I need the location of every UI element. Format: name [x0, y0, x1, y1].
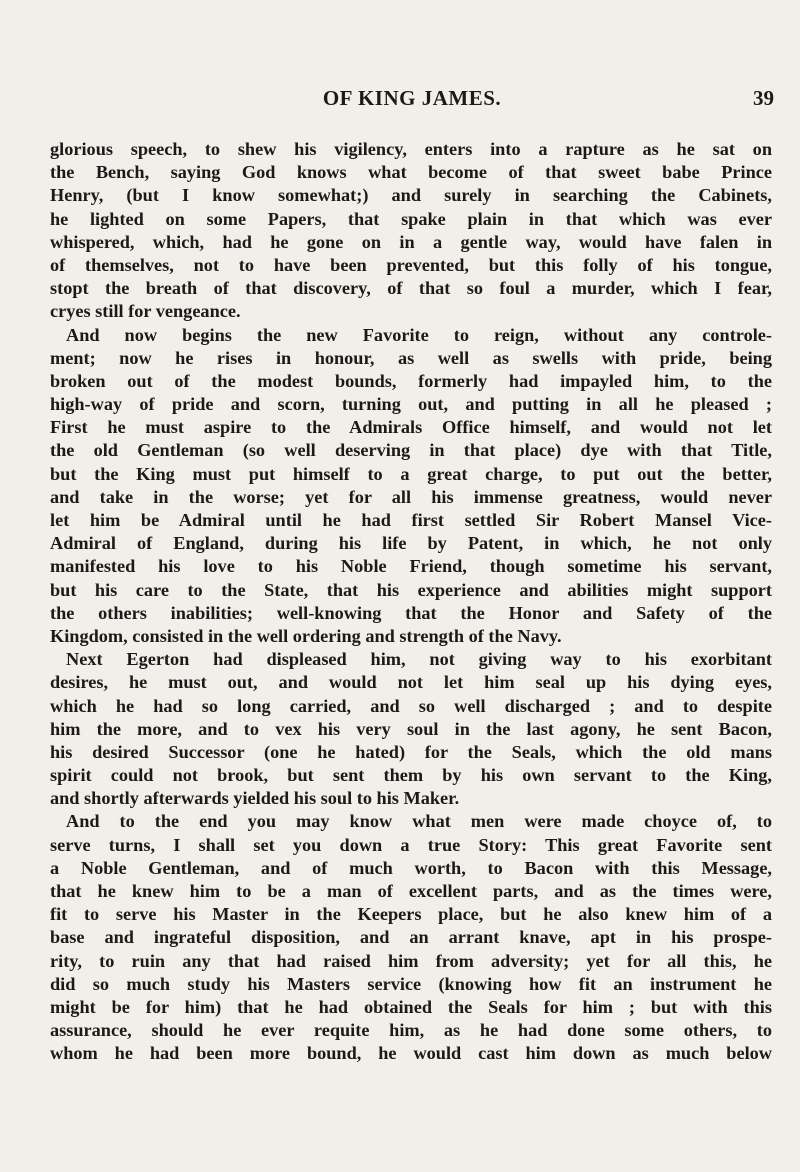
text-line: a Noble Gentleman, and of much worth, to Bacon with this Message, [50, 857, 772, 878]
text-line: cryes still for vengeance. [50, 301, 241, 322]
text-line: the others inabilities; well-knowing that the Honor and Safety of the [50, 602, 772, 623]
text-line: he lighted on some Papers, that spake plain in that which was ever [50, 208, 772, 229]
text-line: did so much study his Masters service (knowing how fit an instrument he [50, 973, 772, 994]
text-line: and shortly afterwards yielded his soul to his Maker. [50, 788, 460, 809]
text-line: serve turns, I shall set you down a true Story: This great Favorite sent [50, 834, 772, 855]
text-line: high-way of pride and scorn, turning out, and putting in all he pleased ; [50, 394, 772, 415]
text-line: of themselves, not to have been prevented, but this folly of his tongue, [50, 254, 772, 275]
text-line: but the King must put himself to a great charge, to put out the better, [50, 463, 772, 484]
text-line: Henry, (but I know somewhat;) and surely in searching the Cabinets, [50, 185, 772, 206]
text-line: Kingdom, consisted in the well ordering and strength of the Navy. [50, 625, 562, 646]
text-line: glorious speech, to shew his vigilency, enters into a rapture as he sat on [50, 139, 772, 159]
text-line: whom he had been more bound, he would cast him down as much below [50, 1043, 772, 1064]
text-line: desires, he must out, and would not let him seal up his dying eyes, [50, 672, 772, 693]
text-line: but his care to the State, that his experience and abilities might support [50, 579, 772, 600]
text-line: might be for him) that he had obtained the Seals for him ; but with this [50, 996, 772, 1017]
text-line: ment; now he rises in honour, as well as swells with pride, being [50, 347, 772, 368]
text-line: First he must aspire to the Admirals Office himself, and would not let [50, 417, 772, 438]
text-line: which he had so long carried, and so well discharged ; and to despite [50, 695, 772, 716]
text-line: fit to serve his Master in the Keepers place, but he also knew him of a [50, 904, 772, 925]
text-line: his desired Successor (one he hated) for the Seals, which the old mans [50, 741, 772, 762]
text-line: the old Gentleman (so well deserving in that place) dye with that Title, [50, 440, 772, 461]
text-line: spirit could not brook, but sent them by his own servant to the King, [50, 765, 772, 786]
text-line: assurance, should he ever requite him, as he had done some others, to [50, 1020, 772, 1041]
text-line: manifested his love to his Noble Friend, though sometime his servant, [50, 556, 772, 577]
text-line: rity, to ruin any that had raised him from adversity; yet for all this, he [50, 950, 772, 971]
text-line: and take in the worse; yet for all his immense greatness, would never [50, 486, 772, 507]
text-line: And to the end you may know what men were made choyce of, to [66, 811, 772, 832]
text-line: whispered, which, had he gone on in a gentle way, would have falen in [50, 231, 772, 252]
text-line: the Bench, saying God knows what become of that sweet babe Prince [50, 162, 772, 183]
text-line: broken out of the modest bounds, formerly had impayled him, to the [50, 370, 772, 391]
text-line: Admiral of England, during his life by Patent, in which, he not only [50, 533, 772, 554]
text-line: And now begins the new Favorite to reign, without any controle- [66, 324, 772, 345]
text-line: let him be Admiral until he had first settled Sir Robert Mansel Vice- [50, 510, 772, 530]
text-line: Next Egerton had displeased him, not giving way to his exorbitant [66, 649, 772, 670]
running-head [50, 86, 774, 116]
text-line: him the more, and to vex his very soul in the last agony, he sent Bacon, [50, 718, 772, 739]
text-line: base and ingrateful disposition, and an arrant knave, apt in his prospe- [50, 927, 772, 948]
page-number: 39 [753, 86, 774, 110]
text-line: that he knew him to be a man of excellent parts, and as the times were, [50, 881, 772, 901]
text-line: stopt the breath of that discovery, of that so foul a murder, which I fear, [50, 278, 772, 299]
body-text [50, 138, 772, 1066]
running-title: OF KING JAMES. [322, 86, 502, 110]
